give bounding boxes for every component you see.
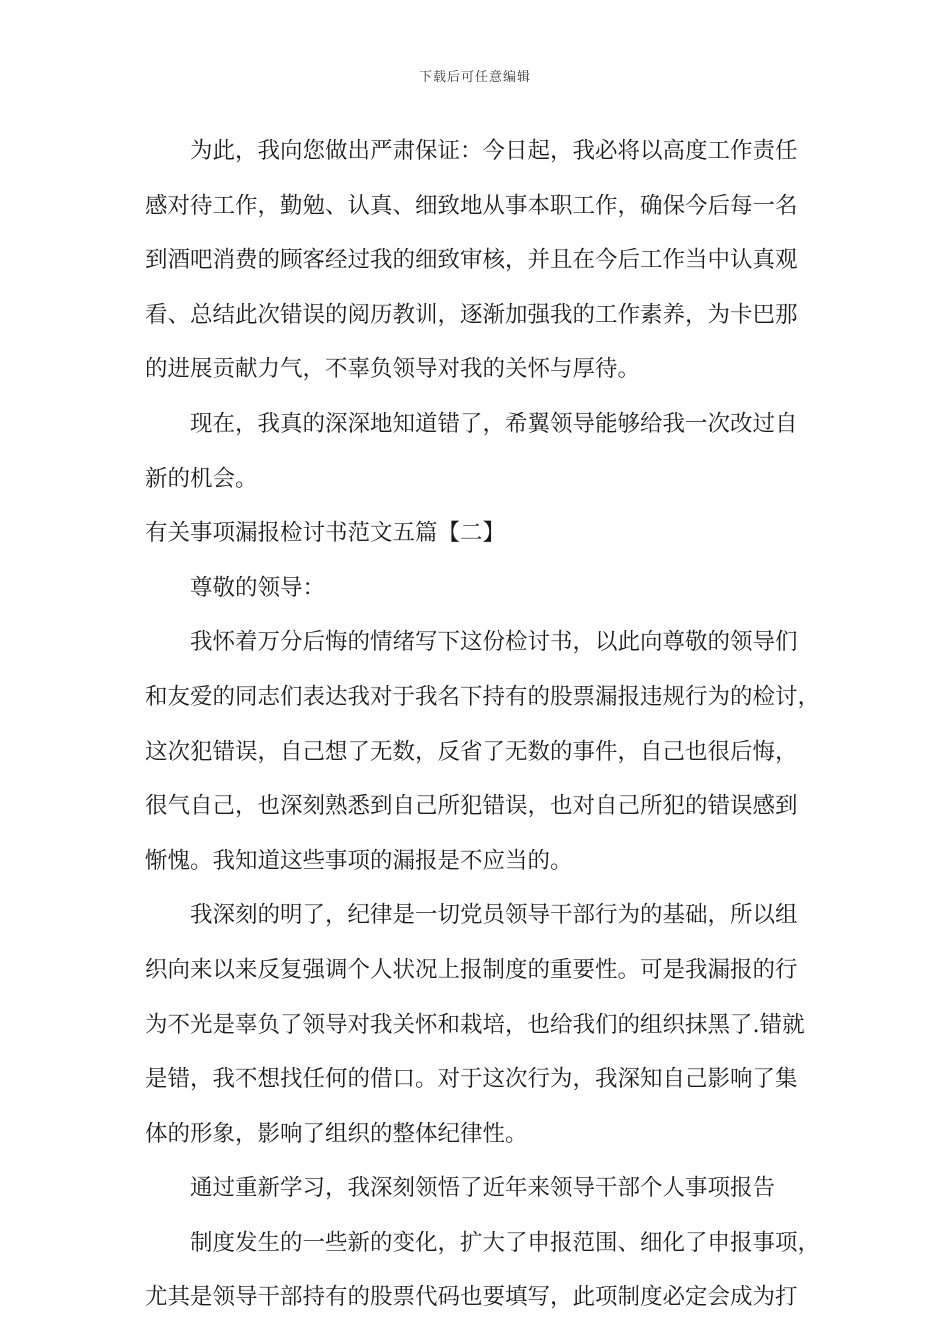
text-line: 我怀着万分后悔的情绪写下这份检讨书，以此向尊敬的领导们 (190, 629, 798, 656)
text-line: 体的形象，影响了组织的整体纪律性。 (145, 1120, 528, 1147)
text-line: 为不光是辜负了领导对我关怀和栽培，也给我们的组织抹黑了.错就 (145, 1011, 805, 1038)
text-line: 为此，我向您做出严肃保证：今日起，我必将以高度工作责任 (190, 138, 798, 164)
text-line: 和友爱的同志们表达我对于我名下持有的股票漏报违规行为的检讨， (145, 683, 821, 710)
section-heading: 有关事项漏报检讨书范文五篇【二】 (145, 520, 506, 547)
text-line: 惭愧。我知道这些事项的漏报是不应当的。 (145, 847, 573, 874)
page-header: 下载后可任意编辑 (418, 70, 531, 85)
text-line: 尤其是领导干部持有的股票代码也要填写，此项制度必定会成为打 (145, 1284, 798, 1311)
text-line: 我深刻的明了，纪律是一切党员领导干部行为的基础，所以组 (190, 902, 798, 929)
document-body (145, 124, 835, 1325)
text-line: 是错，我不想找任何的借口。对于这次行为，我深知自己影响了集 (145, 1066, 798, 1093)
text-line: 感对待工作，勤勉、认真、细致地从事本职工作，确保今后每一名 (145, 192, 798, 219)
text-line: 新的机会。 (145, 465, 258, 492)
text-line: 这次犯错误，自己想了无数，反省了无数的事件，自己也很后悔， (145, 738, 798, 765)
text-line: 通过重新学习，我深刻领悟了近年来领导干部个人事项报告 (190, 1175, 776, 1202)
text-line: 到酒吧消费的顾客经过我的细致审核，并且在今后工作当中认真观 (145, 247, 798, 274)
text-line: 织向来以来反复强调个人状况上报制度的重要性。可是我漏报的行 (145, 956, 798, 983)
text-line: 很气自己，也深刻熟悉到自己所犯错误，也对自己所犯的错误感到 (145, 793, 798, 820)
text-line: 尊敬的领导： (190, 574, 326, 601)
text-line: 的进展贡献力气，不辜负领导对我的关怀与厚待。 (145, 356, 641, 383)
text-line: 看、总结此次错误的阅历教训，逐渐加强我的工作素养，为卡巴那 (145, 301, 798, 328)
text-line: 现在，我真的深深地知道错了，希翼领导能够给我一次改过自 (190, 410, 798, 437)
text-line: 制度发生的一些新的变化，扩大了申报范围、细化了申报事项， (190, 1229, 821, 1256)
